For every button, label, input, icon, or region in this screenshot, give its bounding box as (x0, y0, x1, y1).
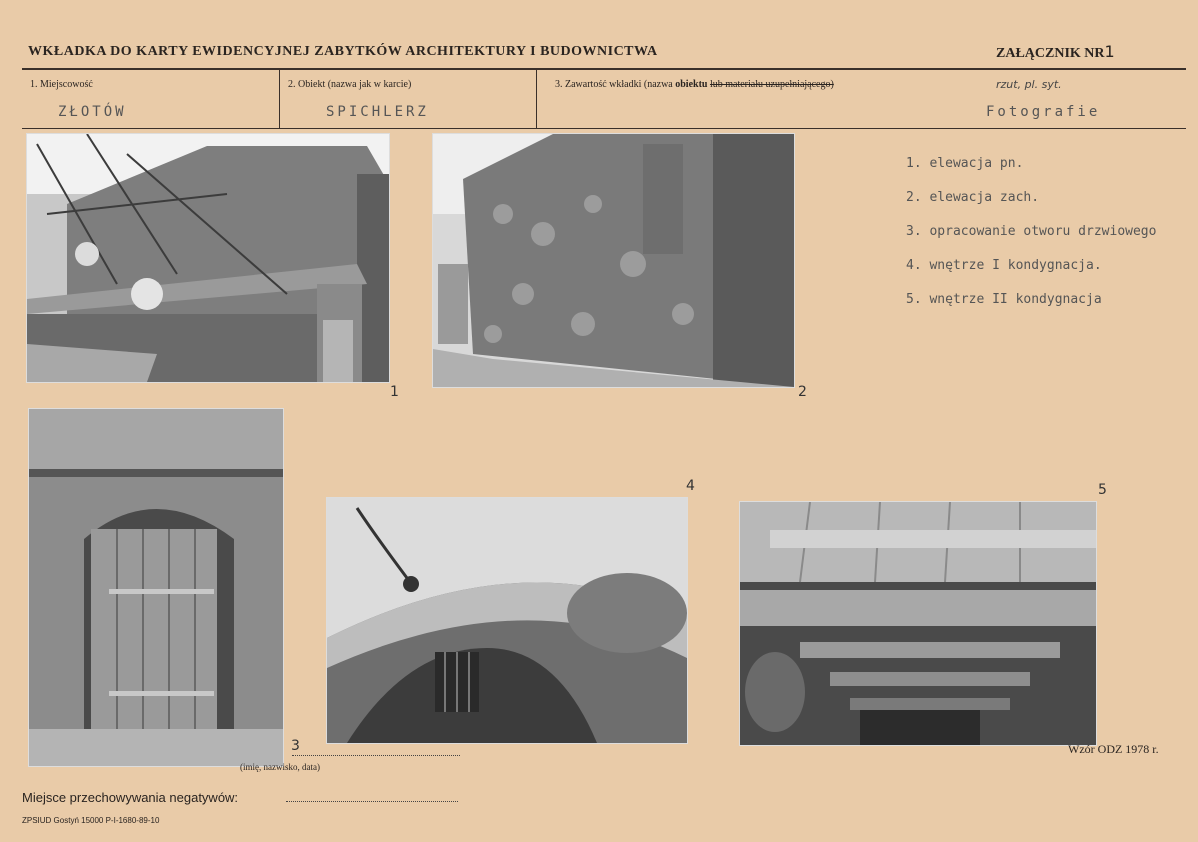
photo-3-image (29, 409, 283, 766)
caption-item: 4. wnętrze I kondygnacja. (906, 258, 1102, 273)
photo-5-image (740, 502, 1096, 745)
caption-item: 1. elewacja pn. (906, 156, 1024, 171)
photo-1-number: 1 (390, 384, 399, 400)
header-rule (22, 68, 1186, 70)
caption-list (906, 156, 1156, 326)
card-title: WKŁADKA DO KARTY EWIDENCYJNEJ ZABYTKÓW ARCHITEKTURY I BUDOWNICTWA (28, 44, 658, 59)
contents-label-c: lub materiału uzupełniającego) (709, 79, 834, 90)
caption-item: 3. opracowanie otworu drzwiowego (906, 224, 1157, 239)
signature-label: (imię, nazwisko, data) (240, 762, 320, 772)
photo-west-elevation (432, 133, 795, 388)
caption-item: 2. elewacja zach. (906, 190, 1040, 205)
locality-label: 1. Miejscowość (30, 79, 93, 90)
photo-door-opening (28, 408, 284, 767)
contents-label-b: obiektu (675, 79, 708, 90)
field-divider-2 (536, 70, 537, 128)
photo-interior-level-1 (326, 497, 688, 744)
contents-label (555, 79, 834, 90)
photo-4-image (327, 498, 687, 743)
contents-value: Fotografie (986, 104, 1101, 120)
negatives-line (286, 801, 458, 802)
photo-1-image (27, 134, 389, 382)
locality-value: ZŁOTÓW (58, 104, 127, 120)
photo-5-number: 5 (1098, 482, 1107, 498)
annex-number: 1 (1104, 42, 1115, 61)
photo-3-number: 3 (291, 738, 300, 754)
photo-north-elevation (26, 133, 390, 383)
caption-item: 5. wnętrze II kondygnacja (906, 292, 1102, 307)
photo-4-number: 4 (686, 478, 695, 494)
annex-label (996, 42, 1115, 62)
annex-label-text: ZAŁĄCZNIK NR (996, 46, 1105, 61)
contents-label-a: 3. Zawartość wkładki (nazwa (555, 79, 673, 90)
object-label: 2. Obiekt (nazwa jak w karcie) (288, 79, 412, 90)
fields-rule (22, 128, 1186, 129)
photo-2-image (433, 134, 794, 387)
object-value: SPICHLERZ (326, 104, 429, 120)
photo-2-number: 2 (798, 384, 807, 400)
form-model: Wzór ODZ 1978 r. (1068, 742, 1159, 756)
negatives-label: Miejsce przechowywania negatywów: (22, 790, 239, 805)
printer-info: ZPSIUD Gostyń 15000 P-I-1680-89-10 (22, 816, 160, 825)
field-divider-1 (279, 70, 280, 128)
photo-interior-level-2 (739, 501, 1097, 746)
signature-line (292, 755, 460, 756)
contents-handwritten: rzut, pl. syt. (996, 78, 1062, 91)
